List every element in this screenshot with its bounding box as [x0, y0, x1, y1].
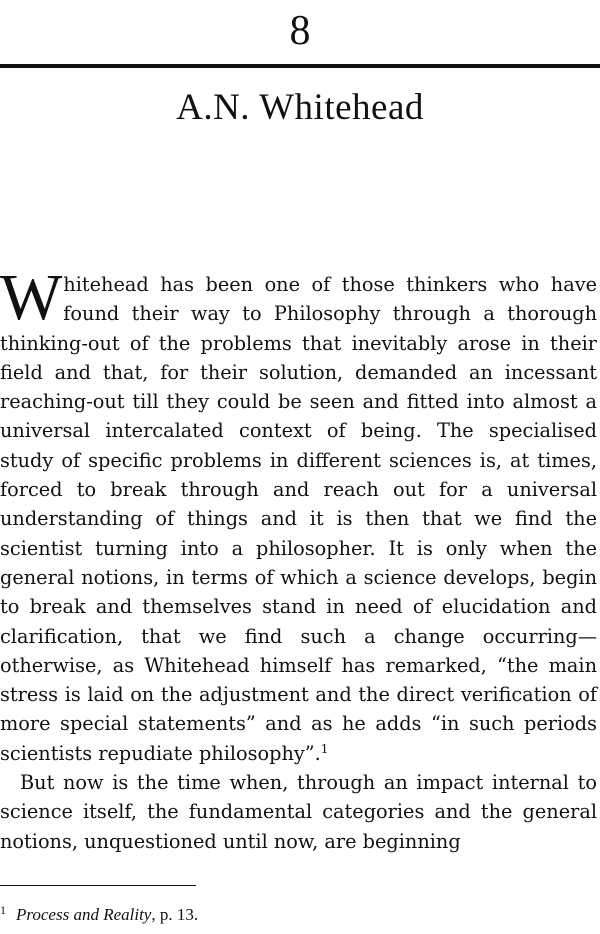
paragraph-2: But now is the time when, through an impact internal to science itself, the fundamental categories and the general notions, unquestioned until now, are beginning	[0, 771, 597, 853]
chapter-number: 8	[289, 8, 311, 54]
footnote-title: Process and Reality	[16, 905, 152, 924]
footnote	[0, 898, 198, 927]
chapter-title: A.N. Whitehead	[176, 87, 424, 128]
footnote-rest: , p. 13.	[151, 905, 199, 924]
header-rule	[0, 64, 600, 68]
footnote-mark: 1	[0, 903, 6, 917]
paragraph-1-text: hitehead has been one of those thinkers who have found their way to Philosophy through a thorough thinking-out of the problems that inevitably arose in their field and that, for their solution, demanded an incessant reaching-out till they could be seen and fitted into almost a universal intercalated context of being. The specialised study of specific problems in different sciences is, at times, forced to break through and reach out for a universal understanding of things and it is then that we find the scientist turning into a philosopher. It is only when the general notions, in terms of which a science develops, begin to break and themselves stand in need of elucidation and clarification, that we find such a change occurring—otherwise, as Whitehead himself has remarked, “the main stress is laid on the adjustment and the direct verification of more special statements” and as he adds “in such periods scientists repudiate philosophy”.	[0, 273, 597, 765]
paragraph-1	[0, 261, 597, 768]
body-text	[0, 261, 597, 856]
footnote-reference: 1	[320, 741, 329, 756]
drop-cap: W	[0, 261, 63, 334]
footnote-rule	[0, 885, 196, 886]
